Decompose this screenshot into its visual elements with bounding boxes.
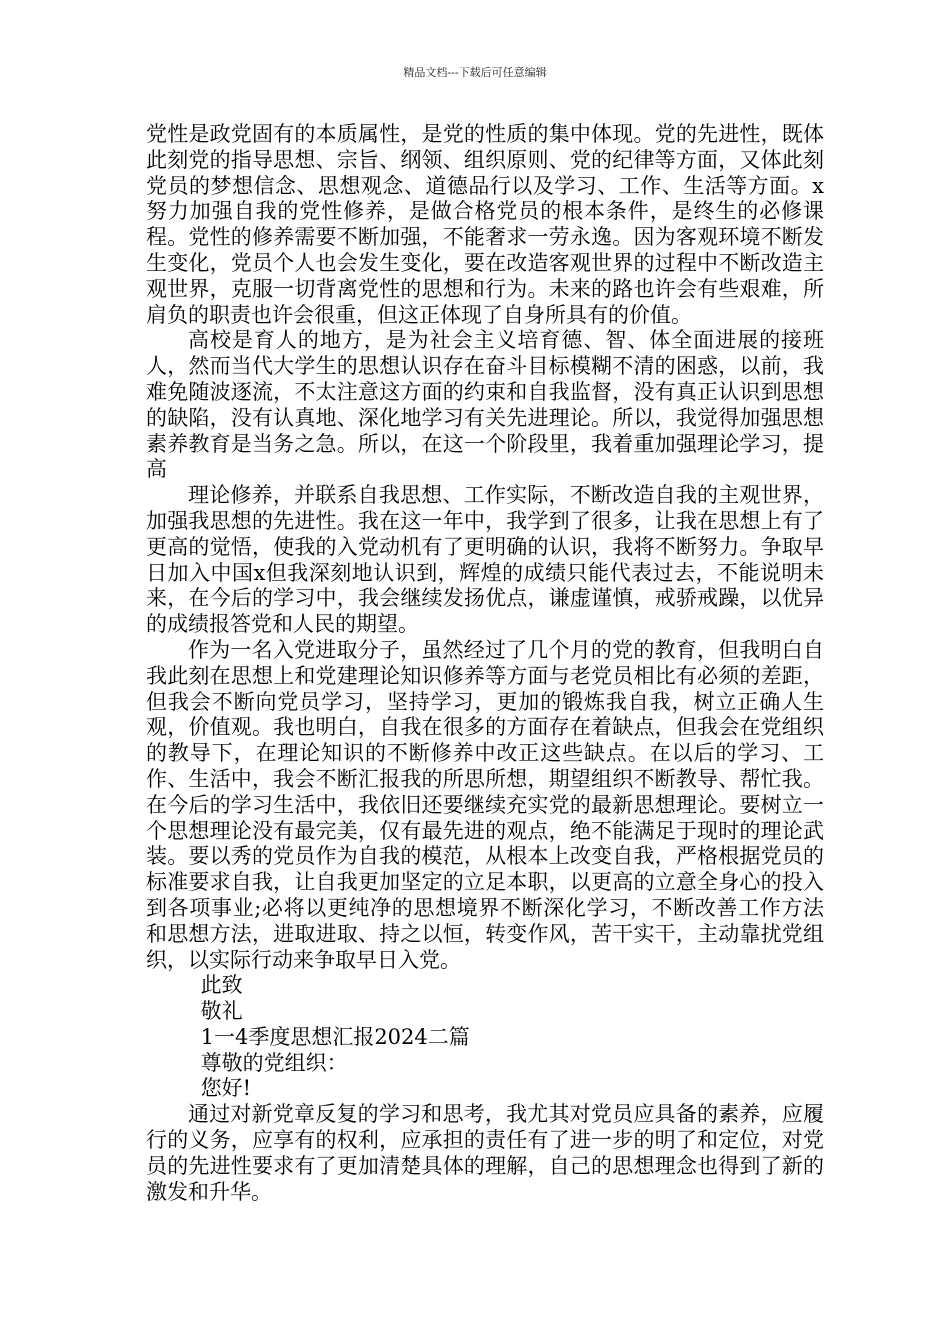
paragraph-activist: 作为一名入党进取分子，虽然经过了几个月的党的教育，但我明白自我此刻在思想上和党建理论知识修养等方面与老党员相比有必须的差距，但我会不断向党员学习，坚持学习，更加的锻炼我自我，树立正确人生观，价值观。我也明白，自我在很多的方面存在着缺点，但我会在党组织的教导下，在理论知识的不断修养中改正这些缺点。在以后的学习、工作、生活中，我会不断汇报我的所思所想，期望组织不断教导、帮忙我。在今后的学习生活中，我依旧还要继续充实党的最新思想理论。要树立一个思想理论没有最完美，仅有最先进的观点，绝不能满足于现时的理论武装。要以秀的党员作为自我的模范，从根本上改变自我，严格根据党员的标准要求自我，让自我更加坚定的立足本职，以更高的立意全身心的投入到各项事业;必将以更纯净的思想境界不断深化学习，不断改善工作方法和思想方法，进取进取、持之以恒，转变作风，苦干实干，主动靠扰党组织，以实际行动来争取早日入党。 [146,637,824,972]
closing-salute: 敬礼 [200,999,243,1024]
paragraph-party-constitution: 通过对新党章反复的学习和思考，我尤其对党员应具备的素养，应履行的义务，应享有的权利，应承担的责任有了进一步的明了和定位，对党员的先进性要求有了更加清楚具体的理解，自己的思想理念也得到了新的激发和升华。 [146,1102,824,1204]
paragraph-party-nature: 党性是政党固有的本质属性，是党的性质的集中体现。党的先进性，既体此刻党的指导思想、宗旨、纲领、组织原则、党的纪律等方面，又体此刻党员的梦想信念、思想观念、道德品行以及学习、工作、生活等方面。x努力加强自我的党性修养，是做合格党员的根本条件，是终生的必修课程。党性的修养需要不断加强，不能奢求一劳永逸。因为客观环境不断发生变化，党员个人也会发生变化，要在改造客观世界的过程中不断改造主观世界，克服一切背离党性的思想和行为。未来的路也许会有些艰难，所肩负的职责也许会很重，但这正体现了自身所具有的价值。 [146,122,824,327]
document-body [146,122,824,1205]
greeting: 您好! [200,1076,252,1101]
paragraph-theory: 理论修养，并联系自我思想、工作实际，不断改造自我的主观世界，加强我思想的先进性。我在这一年中，我学到了很多，让我在思想上有了更高的觉悟，使我的入党动机有了更明确的认识，我将不断努力。争取早日加入中国x但我深刻地认识到，辉煌的成绩只能代表过去，不能说明未来，在今后的学习中，我会继续发扬优点，谦虚谨慎，戒骄戒躁，以优异的成绩报答党和人民的期望。 [146,483,824,637]
second-report-title: 1一4季度思想汇报2024二篇 [200,1024,470,1049]
closing-greeting: 此致 [200,973,243,998]
salutation: 尊敬的党组织： [200,1050,348,1075]
paragraph-university: 高校是育人的地方，是为社会主义培育德、智、体全面进展的接班人，然而当代大学生的思想认识存在奋斗目标模糊不清的困惑，以前，我难免随波逐流，不太注意这方面的约束和自我监督，没有真正认识到思想的缺陷，没有认真地、深化地学习有关先进理论。所以，我觉得加强思想素养教育是当务之急。所以，在这一个阶段里，我着重加强理论学习，提高 [146,328,824,482]
page-header: 精品文档---下载后可任意编辑 [403,66,547,79]
